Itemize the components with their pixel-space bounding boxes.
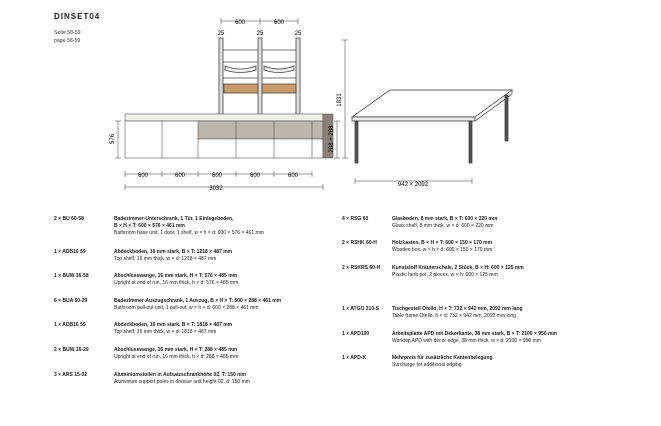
item-code: 1 × APD100 [342, 331, 370, 337]
dim-drawer-height: 288 + 288 [329, 125, 335, 153]
item-description-de: Glasboden, 8 mm stark, B × T: 600 × 220 mm [392, 216, 498, 222]
dim-module-3: 600 [211, 173, 223, 179]
item-description-de: Badezimmer-Unterschrank, 1 Tür, 1 Einlegeboden, [114, 216, 234, 222]
item-code: 2 × BU 60-58 [54, 216, 84, 222]
item-description-en: Plastic herb pot, 2 pieces, w × h: 600 × 125 mm [392, 272, 498, 278]
item-code: 1 × ADB16 59 [54, 322, 86, 328]
item-description-de: Arbeitsplatte APD mit Dekorkante, 38 mm stark, B × T: 2100 × 950 mm [392, 331, 557, 337]
shelf-unit [219, 38, 300, 120]
item-description-en: Table frame Otello, h × d: 732 × 942 mm, 2092 mm long [392, 313, 516, 319]
dim-cabinet-height: 576 [110, 133, 116, 145]
dim-post-c: 25 [294, 31, 302, 37]
item-code: 2 × RSHK 60-H [342, 240, 377, 246]
item-description-en: Upright at end of run, 16 mm thick, h × d: 288 × 485 mm [114, 354, 239, 360]
item-description-de: Holzkasten, B × H × T: 600 × 150 × 170 mm [392, 240, 493, 246]
dim-shelf-height: 1831 [337, 93, 343, 107]
item-description-de: Abschlusswange, 16 mm stark, H × T: 288 × 485 mm [114, 347, 238, 353]
item-description-en: Surcharge for additional edging [392, 362, 462, 368]
item-description-en: Aluminium support poles in dresser unit height 02, d: 150 mm [114, 379, 250, 385]
item-description-en: Worktop APD with décor edge, 38 mm thick, w × d: 2100 × 950 mm [392, 338, 541, 344]
item-code: 2 × BUW 16-29 [54, 347, 89, 353]
dim-post-b: 25 [256, 31, 264, 37]
item-code: 1 × ADB16 59 [54, 249, 86, 255]
item-code: 3 × ARS 15-02 [54, 372, 88, 378]
item-code: 1 × ATGO 210-S [342, 306, 380, 312]
dim-total-width: 3032 [209, 186, 223, 192]
dim-module-2: 600 [174, 173, 186, 179]
page-ref-de: Seite 58-59 [54, 30, 81, 36]
dim-module-1: 600 [137, 173, 149, 179]
item-description-en: Upright at end of run, 16 mm thick, h × d: 576 × 485 mm [114, 280, 239, 286]
item-description-de-dims: B × H × T: 600 × 576 × 461 mm [114, 223, 185, 229]
item-description-de: Abdeckboden, 16 mm stark, B × T: 1818 × 487 mm [114, 322, 233, 328]
item-code: 2 × RSKRS 60-H [342, 265, 381, 271]
dim-shelf-width-2: 600 [273, 20, 285, 26]
item-description-de: Badezimmer-Auszugschrank, 1 Auszug, B × H × T: 600 × 288 × 461 mm [114, 298, 282, 304]
dim-module-4: 600 [249, 173, 261, 179]
item-description-en: Top shelf, 16 mm thick, w × d: 1818 × 487 mm [114, 329, 217, 335]
item-description-de: Tischgestell Otello, H × T: 732 × 942 mm, 2092 mm lang [392, 306, 523, 312]
table-drawing [352, 90, 512, 163]
item-description-en: Bathroom pull-out unit, 1 pull-out, w × h × d: 600 × 288 × 461 mm [114, 305, 259, 311]
item-description-de: Aluminiumstollen in Aufsatzschrankhöhe 02, T: 150 mm [114, 372, 247, 378]
item-description-de: Mehrpreis für zusätzliche Kantenbelegung [392, 355, 493, 361]
item-description-en: Top shelf, 16 mm thick, w × d: 1218 × 487 mm [114, 256, 217, 262]
item-description-en: Wooden box, w × h × d: 600 × 150 × 170 mm [392, 247, 493, 253]
item-code: 6 × BUA 60-29 [54, 298, 88, 304]
dim-shelf-width-1: 600 [234, 20, 246, 26]
item-description-de: Kunststoff Kräuterschale, 2 Stück, B × H: 600 × 125 mm [392, 265, 524, 271]
dim-module-5: 600 [287, 173, 299, 179]
item-description-de: Abdeckboden, 16 mm stark, B × T: 1218 × 487 mm [114, 249, 233, 255]
item-code: 4 × RSG 60 [342, 216, 369, 222]
item-description-en: Bathroom base unit, 1 door, 1 shelf, w × h × d: 600 × 576 × 461 mm [114, 230, 264, 236]
item-description-de: Abschlusswange, 16 mm stark, H × T: 576 × 485 mm [114, 273, 238, 279]
page-ref-en: page 58-59 [54, 38, 81, 44]
technical-drawing [0, 0, 661, 210]
set-title: DINSET04 [54, 12, 101, 21]
item-code: 1 × APD-K [342, 355, 367, 361]
cabinet-run [125, 114, 333, 158]
dim-table-size: 942 × 2092 [397, 182, 429, 188]
item-description-en: Glass shelf, 8 mm thick, w × d: 600 × 220 mm [392, 223, 494, 229]
dim-post-a: 25 [217, 31, 225, 37]
item-code: 1 × BUW 16-58 [54, 273, 89, 279]
